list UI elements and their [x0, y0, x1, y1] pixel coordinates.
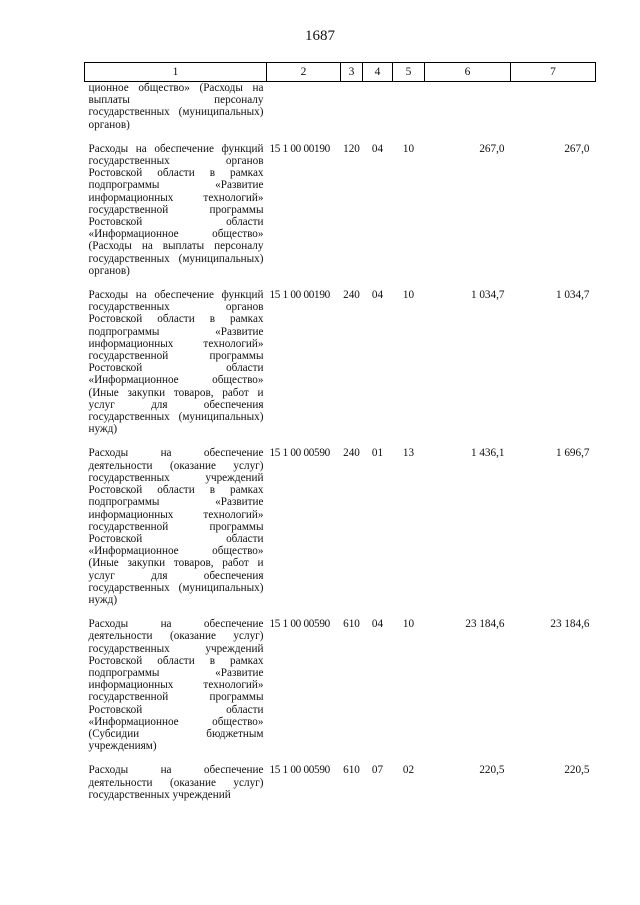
budget-table: [84, 62, 596, 801]
row-description: Расходы на обеспечение функций государственных органов Ростовской области в рамках подпрограммы «Развитие информационных технологий» государственной программы Ростовской области «Информационное общество» (Иные закупки товаров, работ и услуг для обеспечения государственных (муниципальных) нужд): [88, 289, 264, 436]
row-value-6: [425, 82, 511, 131]
row-value-7: 220,5: [564, 764, 590, 777]
row-rz: 04: [371, 142, 384, 155]
table-row: [85, 764, 596, 801]
row-description: ционное общество» (Расходы на выплаты персоналу государственных (муниципальных) органов): [88, 82, 264, 131]
row-value-6: 1 034,7: [470, 289, 505, 302]
row-code: 15 1 00 00190: [269, 289, 330, 302]
col-header-2: 2: [267, 63, 341, 82]
row-description: Расходы на обеспечение функций государственных органов Ростовской области в рамках подпрограммы «Развитие информационных технологий» государственной программы Ростовской области «Информационное общество» (Расходы на выплаты персоналу государственных (муниципальных) органов): [88, 142, 264, 277]
row-value-6: 23 184,6: [465, 618, 505, 631]
row-rz: 04: [371, 289, 384, 302]
row-value-6: 220,5: [479, 764, 505, 777]
row-rz: 01: [371, 447, 384, 460]
page-number: 1687: [305, 28, 335, 44]
col-header-1: 1: [85, 63, 267, 82]
row-code: 15 1 00 00190: [269, 142, 330, 155]
row-value-7: 23 184,6: [550, 618, 590, 631]
col-header-3: 3: [341, 63, 363, 82]
table-row: [85, 447, 596, 606]
col-header-5: 5: [393, 63, 425, 82]
col-header-6: 6: [425, 63, 511, 82]
row-rz: 04: [371, 618, 384, 631]
row-vr: 240: [343, 447, 360, 460]
table-row: [85, 618, 596, 752]
row-pr: 13: [402, 447, 415, 460]
row-vr: 610: [343, 764, 360, 777]
row-code: 15 1 00 00590: [269, 764, 330, 777]
row-rz: 07: [371, 764, 384, 777]
table-row: [85, 289, 596, 435]
row-code: 15 1 00 00590: [269, 447, 330, 460]
row-value-6: 267,0: [479, 142, 505, 155]
table-header-row: [85, 63, 596, 82]
row-value-7: 1 034,7: [555, 289, 590, 302]
row-rz: [363, 82, 393, 131]
row-pr: 10: [402, 289, 415, 302]
row-pr: [393, 82, 425, 131]
row-code: [267, 82, 341, 131]
table-row: [85, 82, 596, 131]
row-pr: 10: [402, 618, 415, 631]
table-row: [85, 143, 596, 277]
row-value-7: 1 696,7: [555, 447, 590, 460]
row-value-6: 1 436,1: [470, 447, 505, 460]
row-description: Расходы на обеспечение деятельности (оказание услуг) государственных учреждений Ростовской области в рамках подпрограммы «Развитие информационных технологий» государственной программы Ростовской области «Информационное общество» (Иные закупки товаров, работ и услуг для обеспечения государственных (муниципальных) нужд): [88, 447, 264, 606]
row-value-7: [511, 82, 596, 131]
row-vr: 120: [343, 142, 360, 155]
col-header-4: 4: [363, 63, 393, 82]
row-description: Расходы на обеспечение деятельности (оказание услуг) государственных учреждений Ростовской области в рамках подпрограммы «Развитие информационных технологий» государственной программы Ростовской области «Информационное общество» (Субсидии бюджетным учреждениям): [88, 618, 264, 753]
row-value-7: 267,0: [564, 142, 590, 155]
row-pr: 02: [402, 764, 415, 777]
col-header-7: 7: [511, 63, 596, 82]
row-vr: 610: [343, 618, 360, 631]
row-vr: [341, 82, 363, 131]
row-vr: 240: [343, 289, 360, 302]
row-code: 15 1 00 00590: [269, 618, 330, 631]
row-description: Расходы на обеспечение деятельности (оказание услуг) государственных учреждений: [88, 764, 264, 801]
row-pr: 10: [402, 142, 415, 155]
